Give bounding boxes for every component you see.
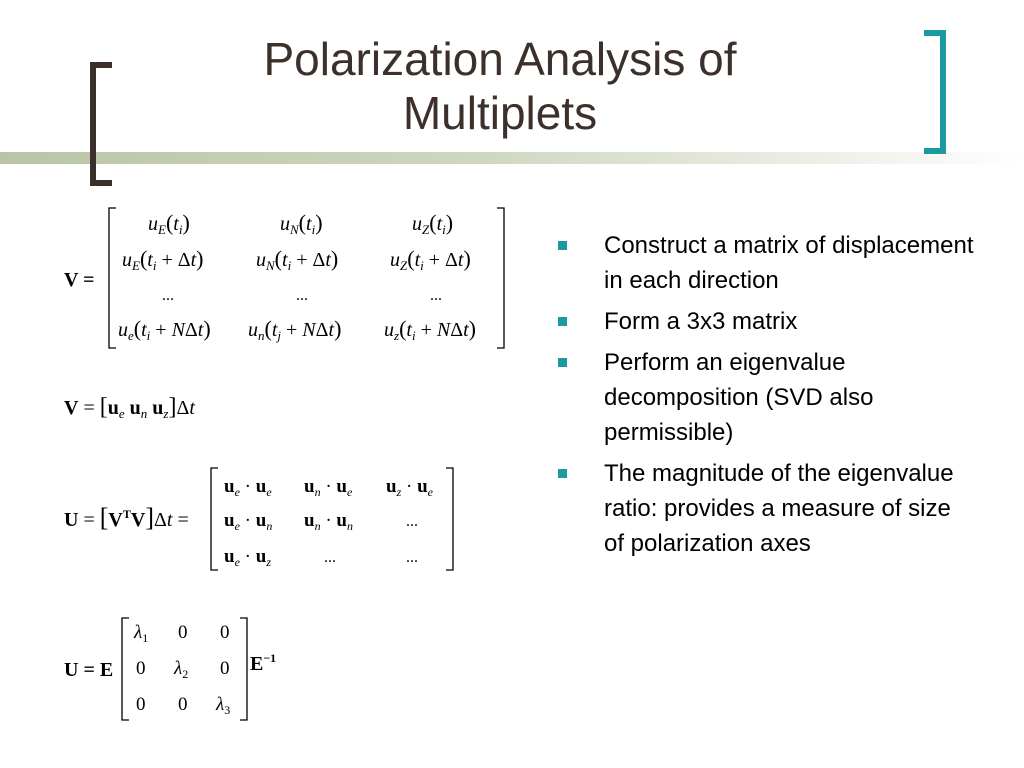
u-matrix-cell: $u_e \cdot u_e$ [224, 476, 272, 499]
u-matrix-left-bracket [211, 468, 218, 570]
v-matrix-ellipsis: ... [162, 287, 174, 304]
u-matrix-cell: $u_z \cdot u_e$ [386, 476, 433, 499]
square-bullet-icon [558, 241, 567, 250]
v-matrix-cell: $u_z(t_i + N\Delta t)$ [384, 316, 476, 343]
v-matrix-cell: $u_N(t_i)$ [280, 210, 323, 237]
v-matrix-right-bracket [497, 208, 504, 348]
slide-title-line-2: Multiplets [402, 87, 598, 139]
slide-title-line-1: Polarization Analysis of [263, 33, 737, 85]
eigen-cell: $\lambda_1$ [134, 622, 149, 645]
bullet-text: Construct a matrix of displacement in each direction [604, 232, 974, 294]
bullet-text: Form a 3x3 matrix [604, 308, 798, 335]
bullet-item [556, 345, 976, 450]
u-matrix-cell: $u_n \cdot u_n$ [304, 510, 353, 533]
bullet-item [556, 456, 976, 561]
bullet-item [556, 304, 976, 339]
v-matrix-ellipsis: ... [430, 287, 442, 304]
square-bullet-icon [558, 358, 567, 367]
v-matrix-cell: $u_N(t_i + \Delta t)$ [256, 246, 339, 273]
v-matrix-cell: $u_e(t_i + N\Delta t)$ [118, 316, 211, 343]
eigen-cell: $\lambda_3$ [216, 694, 231, 717]
equation-eigen-decomposition [60, 614, 320, 726]
equation-v-vector [60, 390, 260, 426]
u-matrix-ellipsis: ... [324, 549, 336, 566]
u-matrix-ellipsis: ... [406, 549, 418, 566]
u-matrix-lhs: $U = [V^TV]\Delta t$ = [64, 503, 189, 532]
v-matrix-cell: $u_E(t_i + \Delta t)$ [122, 246, 204, 273]
u-matrix-cell: $u_e \cdot u_z$ [224, 546, 271, 569]
eigen-cell: 0 [178, 622, 188, 643]
bullet-list [556, 228, 976, 567]
u-matrix-right-bracket [446, 468, 453, 570]
eigen-left-bracket [122, 618, 129, 720]
left-bracket-decoration [90, 62, 112, 186]
eigen-cell: 0 [220, 622, 230, 643]
u-matrix-cell: $u_n \cdot u_e$ [304, 476, 353, 499]
v-matrix-cell: $u_Z(t_i)$ [412, 210, 454, 237]
square-bullet-icon [558, 469, 567, 478]
right-bracket-decoration [924, 30, 946, 154]
eigen-cell: 0 [136, 658, 146, 679]
eigen-right-bracket [240, 618, 247, 720]
equation-u-matrix [60, 464, 460, 576]
eigen-rhs: $E^{-1}$ [250, 651, 277, 675]
eigen-cell: 0 [136, 694, 146, 715]
v-matrix-left-bracket [109, 208, 116, 348]
eigen-cell: 0 [178, 694, 188, 715]
eigen-lhs: U = E [64, 659, 114, 681]
v-matrix-cell: $u_n(t_j + N\Delta t)$ [248, 316, 342, 343]
bullet-text: The magnitude of the eigenvalue ratio: provides a measure of size of polarization axes [604, 460, 954, 557]
u-matrix-ellipsis: ... [406, 513, 418, 530]
v-vector-expression: $V = [u_e$ $u_n$ $u_z]\Delta t$ [64, 394, 195, 421]
eigen-cell: $\lambda_2$ [174, 658, 189, 681]
equation-v-matrix [60, 204, 520, 354]
u-matrix-cell: $u_e \cdot u_n$ [224, 510, 273, 533]
bullet-item [556, 228, 976, 298]
v-matrix-ellipsis: ... [296, 287, 308, 304]
eigen-cell: 0 [220, 658, 230, 679]
v-matrix-lhs: V = [64, 269, 95, 291]
bullet-text: Perform an eigenvalue decomposition (SVD also permissible) [604, 349, 874, 446]
v-matrix-cell: $u_Z(t_i + \Delta t)$ [390, 246, 471, 273]
slide-title [150, 32, 850, 140]
title-underline-band [0, 152, 1024, 164]
square-bullet-icon [558, 317, 567, 326]
v-matrix-cell: $u_E(t_i)$ [148, 210, 190, 237]
